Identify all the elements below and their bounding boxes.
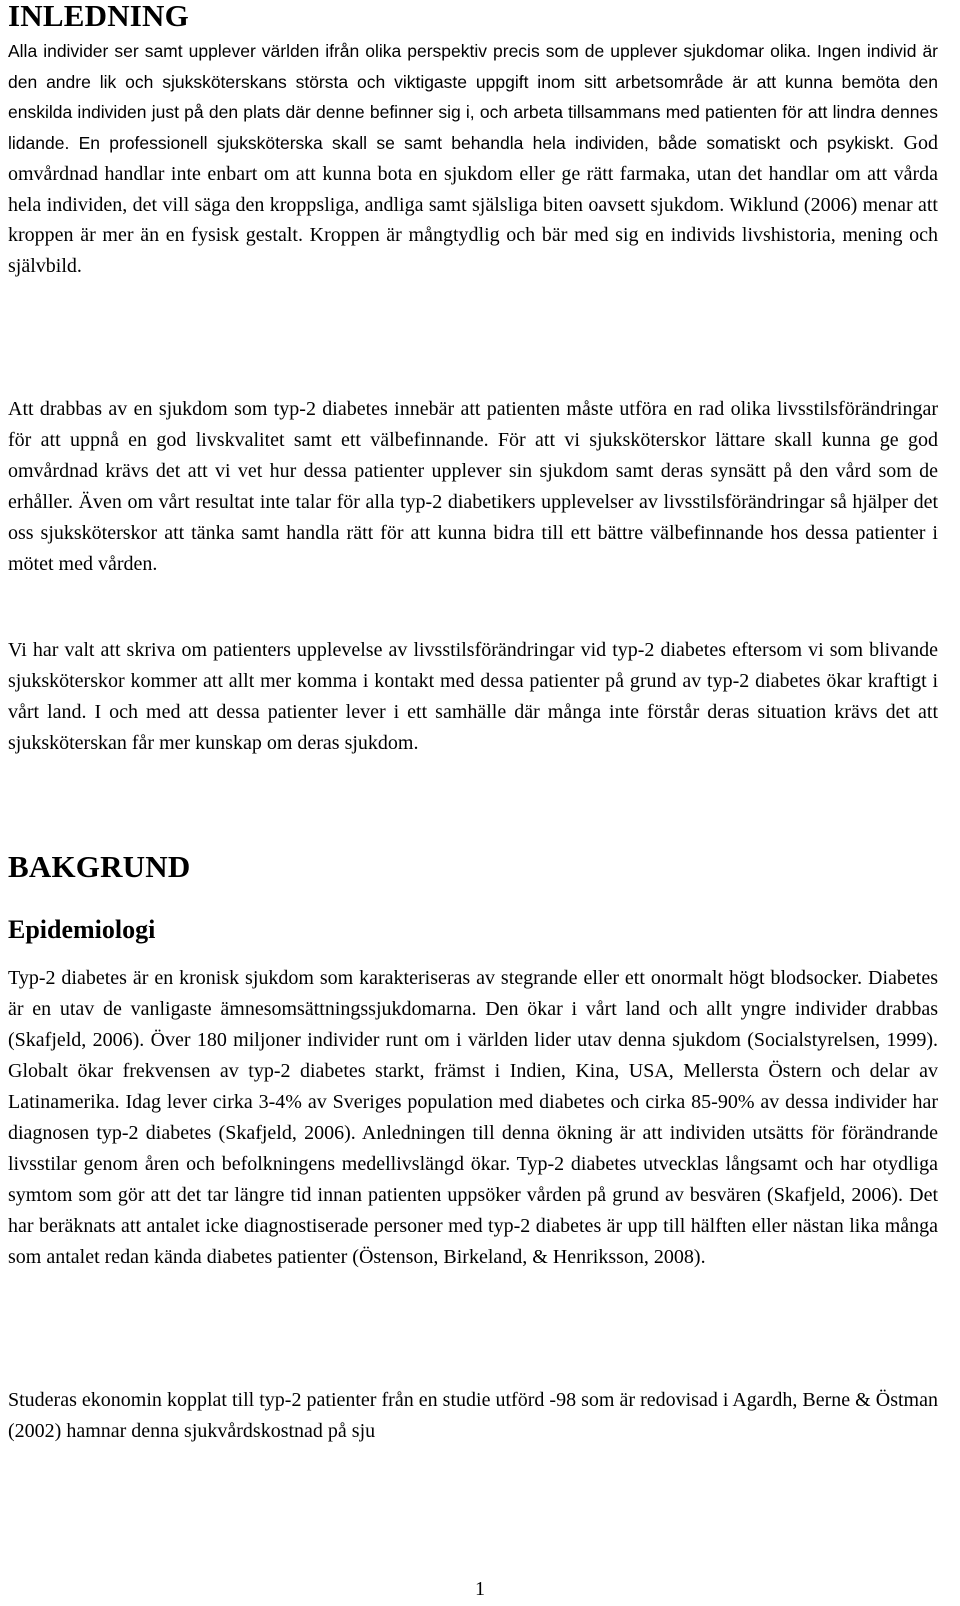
page-number: 1 <box>475 1578 485 1600</box>
document-content <box>8 0 938 1442</box>
epidemiology-paragraph-2: Studeras ekonomin kopplat till typ-2 patienter från en studie utförd -98 som är redovisad i Agardh, Berne & Östman (2002) hamnar denna sjukvårdskostnad på sju <box>8 1389 938 1442</box>
heading-inledning: INLEDNING <box>8 0 189 33</box>
intro-paragraph-3: Vi har valt att skriva om patienters upplevelse av livsstilsförändringar vid typ-2 diabetes eftersom vi som blivande sjuksköterskor kommer att allt mer komma i kontakt med dessa patienter på grund av typ-2 diabetes ökar kraftigt i vårt land. I och med att dessa patienter lever i ett samhälle där många inte förstår deras situation krävs det att sjuksköterskan får mer kunskap om deras sjukdom. <box>8 639 938 754</box>
intro-paragraph-2: Att drabbas av en sjukdom som typ-2 diabetes innebär att patienten måste utföra en rad olika livsstilsförändringar för att uppnå en god livskvalitet samt ett välbefinnande. För att vi sjuksköterskor lättare skall kunna ge god omvårdnad krävs det att vi vet hur dessa patienter upplever sin sjukdom samt deras synsätt på den vård som de erhåller. Även om vårt resultat inte talar för alla typ-2 diabetikers upplevelser av livsstilsförändringar så hjälper det oss sjuksköterskor att tänka samt handla rätt för att kunna bidra till ett bättre välbefinnande hos dessa patienter i mötet med vården. <box>8 398 938 575</box>
subheading-epidemiologi: Epidemiologi <box>8 915 156 944</box>
intro-paragraph-1-sans-part: Alla individer ser samt upplever världen ifrån olika perspektiv precis som de upplever sjukdomar olika. Ingen individ är den andre lik och sjuksköterskans största och viktigaste uppgift inom sitt arbetsområde är att kunna bemöta den enskilda individen just på den plats där denne befinner sig i, och arbeta tillsammans med patienten för att lindra dennes lidande. En professionell sjuksköterska skall se samt behandla hela individen, både somatiskt och psykiskt. <box>8 41 938 154</box>
intro-paragraph-1 <box>8 36 938 282</box>
epidemiology-paragraph-1: Typ-2 diabetes är en kronisk sjukdom som karakteriseras av stegrande eller ett onormalt högt blodsocker. Diabetes är en utav de vanligaste ämnesomsättningssjukdomarna. Den ökar i vårt land och allt yngre individer drabbas (Skafjeld, 2006). Över 180 miljoner individer runt om i världen lider utav denna sjukdom (Socialstyrelsen, 1999). Globalt ökar frekvensen av typ-2 diabetes starkt, främst i Indien, Kina, USA, Mellersta Östern och delar av Latinamerika. Idag lever cirka 3-4% av Sveriges population med diabetes och cirka 85-90% av dessa individer har diagnosen typ-2 diabetes (Skafjeld, 2006). Anledningen till denna ökning är att individen utsätts för förändrande livsstilar genom åren och befolkningens medellivslängd ökar. Typ-2 diabetes utvecklas långsamt och har otydliga symtom som gör att det tar längre tid innan patienten uppsöker vården på grund av besvären (Skafjeld, 2006). Det har beräknats att antalet icke diagnostiserade personer med typ-2 diabetes är upp till hälften eller nästan lika många som antalet redan kända diabetes patienter (Östenson, Birkeland, & Henriksson, 2008). <box>8 967 938 1268</box>
intro-paragraph-1-serif-part: God omvårdnad handlar inte enbart om att kunna bota en sjukdom eller ge rätt farmaka, utan det handlar om att vårda hela individen, det vill säga den kroppsliga, andliga samt själsliga biten oavsett sjukdom. Wiklund (2006) menar att kroppen är mer än en fysisk gestalt. Kroppen är mångtydlig och bär med sig en individs livshistoria, mening och självbild. <box>8 132 938 277</box>
heading-bakgrund: BAKGRUND <box>8 849 191 884</box>
